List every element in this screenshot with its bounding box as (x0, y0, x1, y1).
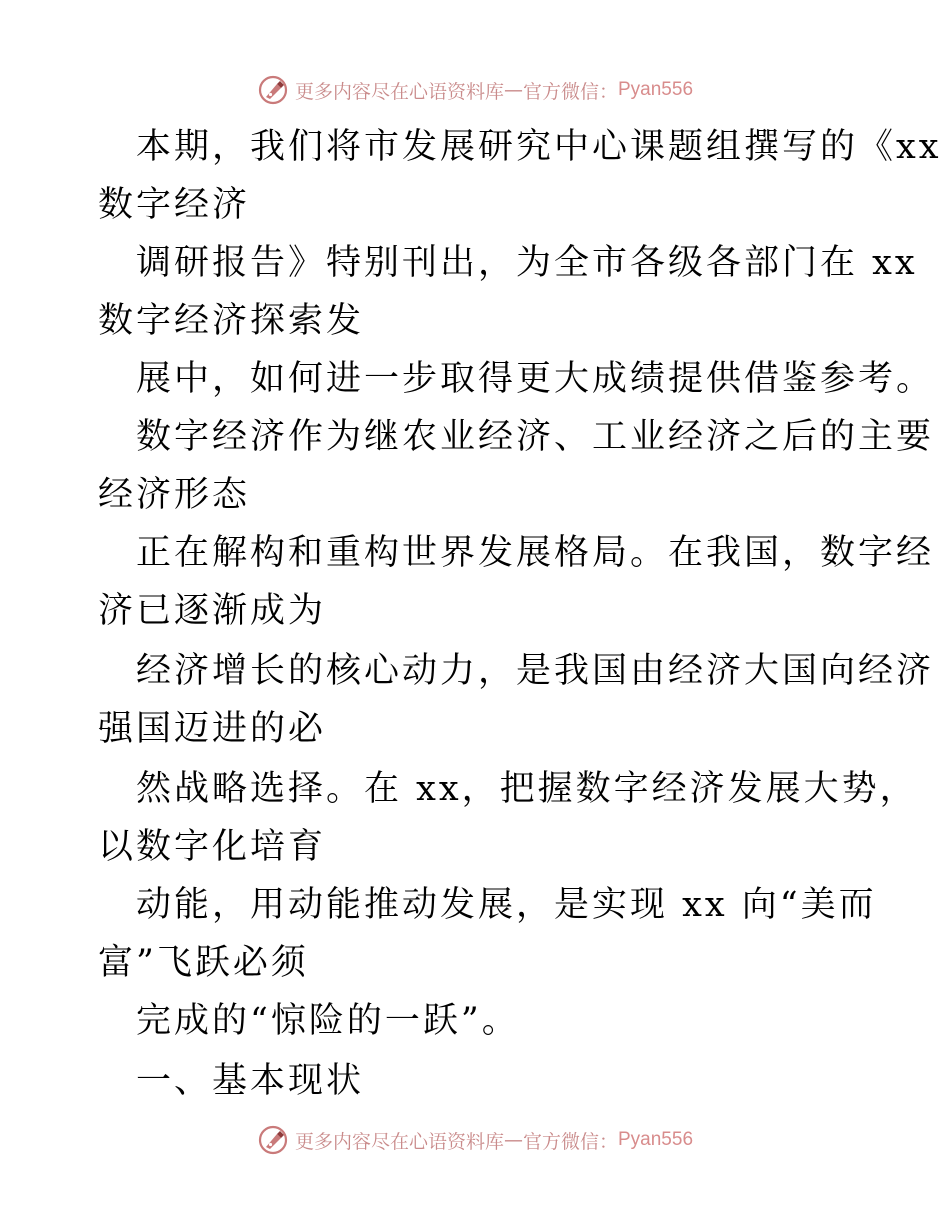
footer-watermark (0, 1120, 950, 1160)
watermark-separator: — (503, 79, 523, 101)
text-line-10: 经济增长的核心动力，是我国由经济大国向经济 (136, 651, 935, 691)
text-line-13: 以数字化培育 (98, 827, 327, 867)
text-line-12: 然战略选择。在 xx，把握数字经济发展大势， (136, 769, 918, 809)
watermark-official: 官方微信： (522, 80, 618, 103)
watermark-wechat-id: Pyan556 (618, 1129, 694, 1150)
text-line-6: 数字经济作为继农业经济、工业经济之后的主要 (136, 417, 935, 457)
text-line-14: 动能，用动能推动发展，是实现 xx 向“美而 (136, 885, 877, 925)
text-line-7: 经济形态 (98, 475, 251, 515)
text-line-1: 本期，我们将市发展研究中心课题组撰写的《xx (136, 127, 942, 167)
text-line-15: 富”飞跃必须 (98, 943, 309, 983)
text-line-11: 强国迈进的必 (98, 709, 327, 749)
watermark-brand: 更多内容尽在心语资料库 (294, 80, 504, 103)
text-line-4: 数字经济探索发 (98, 301, 365, 341)
text-line-2: 数字经济 (98, 185, 251, 225)
pen-nib-logo-icon (257, 1124, 289, 1156)
watermark-separator: — (503, 1129, 523, 1151)
watermark-brand: 更多内容尽在心语资料库 (294, 1130, 504, 1153)
watermark-official: 官方微信： (522, 1130, 618, 1153)
section-heading: 一、基本现状 (136, 1061, 365, 1101)
text-line-16: 完成的“惊险的一跃”。 (136, 1001, 520, 1041)
text-line-5: 展中，如何进一步取得更大成绩提供借鉴参考。 (136, 359, 935, 399)
watermark-wechat-id: Pyan556 (618, 79, 694, 100)
text-line-3: 调研报告》特别刊出，为全市各级各部门在 xx (136, 243, 918, 283)
text-line-8: 正在解构和重构世界发展格局。在我国，数字经 (136, 533, 935, 573)
text-line-9: 济已逐渐成为 (98, 591, 327, 631)
